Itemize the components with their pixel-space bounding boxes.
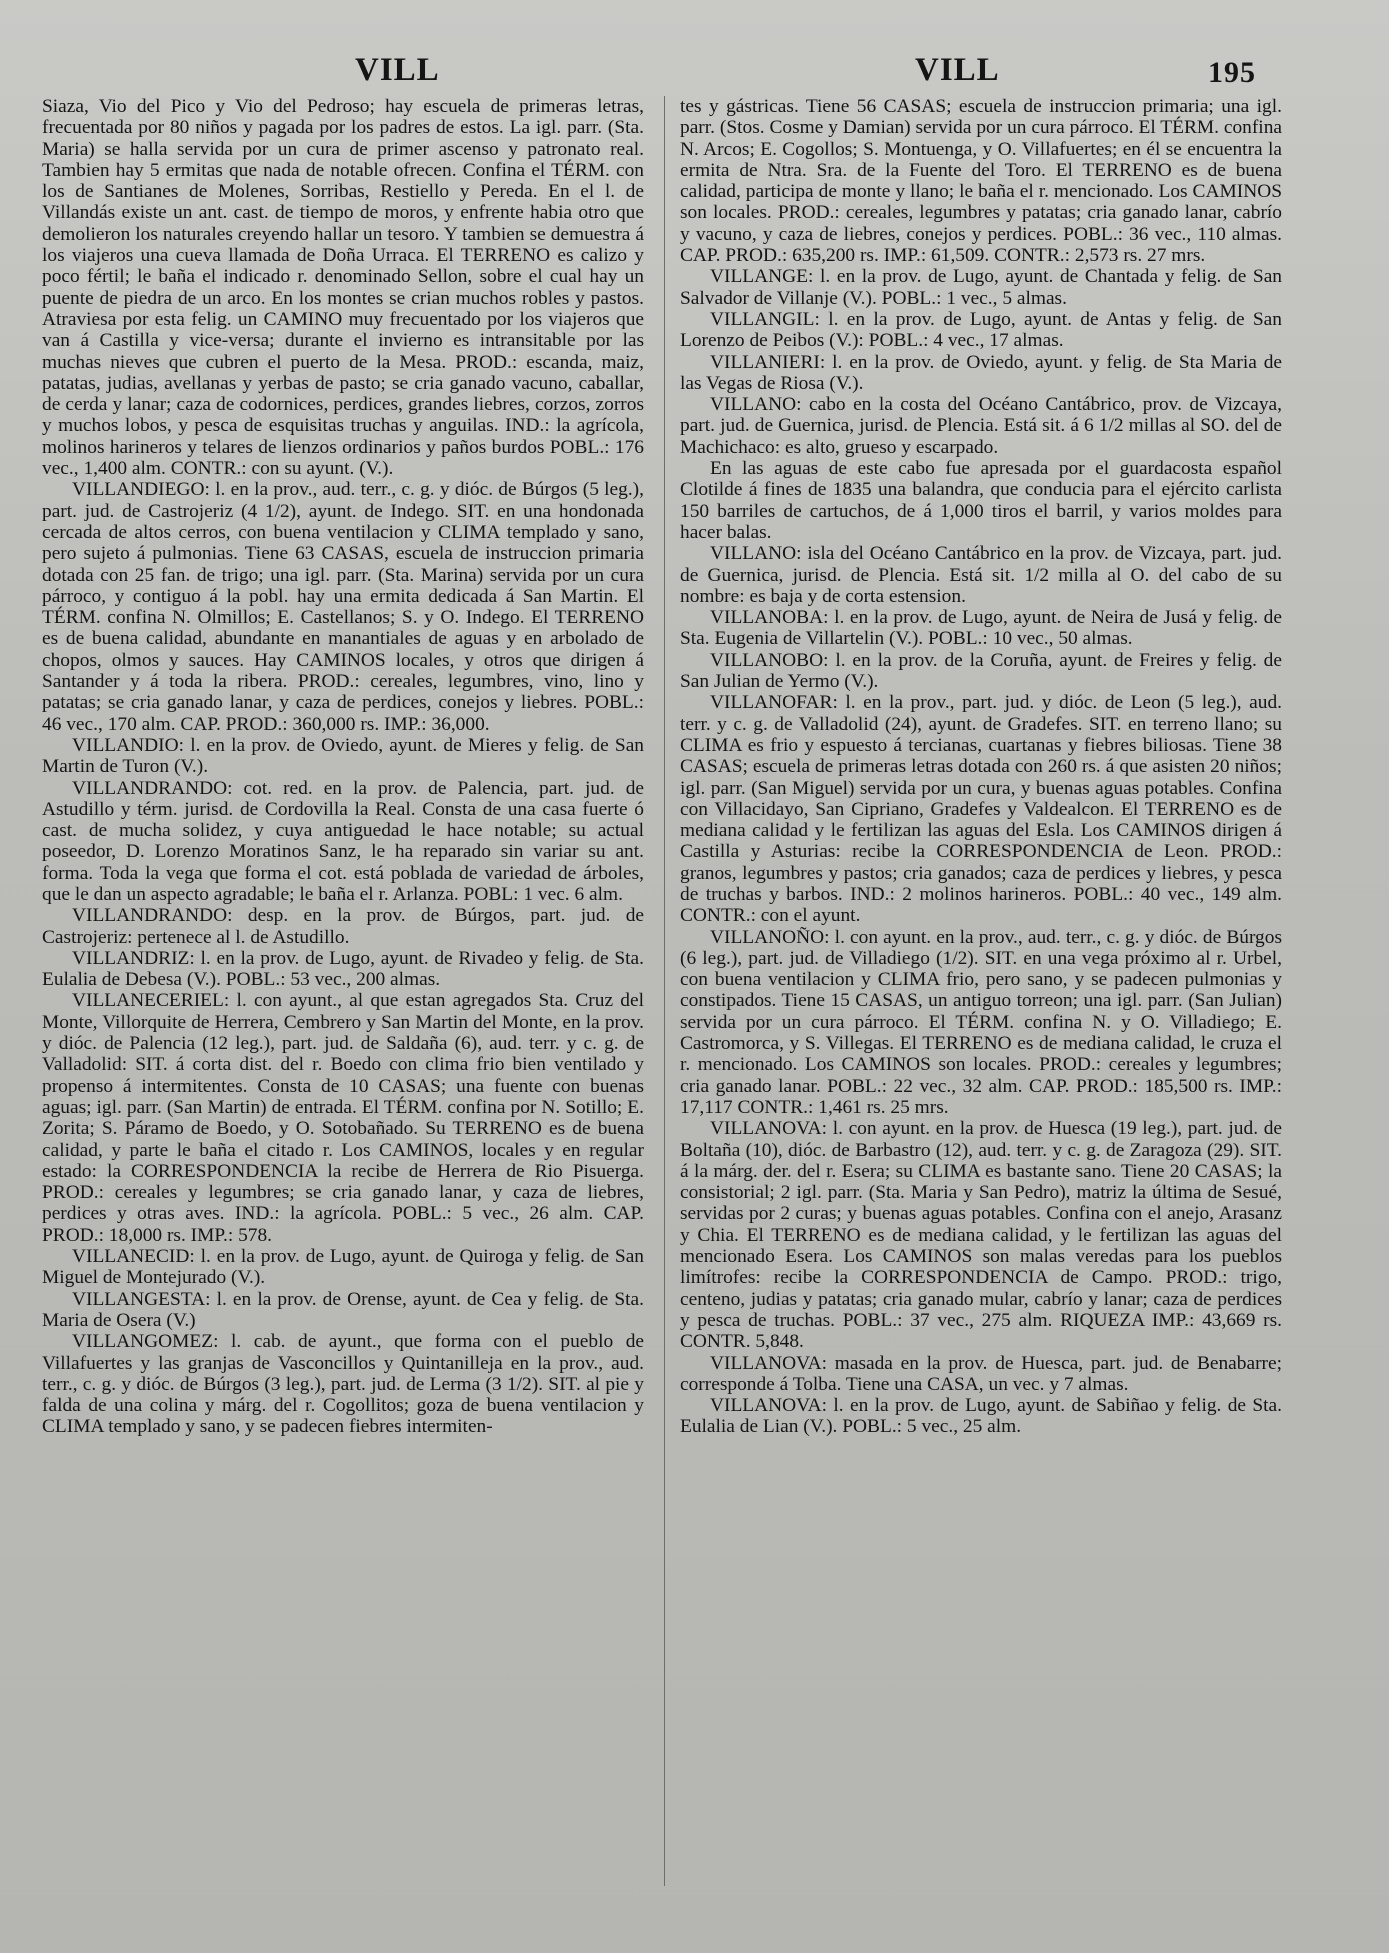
entry-villanono: VILLANOÑO: l. con ayunt. en la prov., aud. terr., c. g. y dióc. de Búrgos (6 leg.), part. jud. de Villadiego (1/2). SIT. en una vega próximo al r. Urbel, con buena ventilacion y CLIMA frio, pero sano, y se padecen pulmonias y constipados. Tiene 15 CASAS, un antiguo torreon; una igl. parr. (San Julian) servida por un cura párroco. El TÉRM. confina N. y O. Villadiego; E. Castromorca, y S. Villegas. El TERRENO es de mediana calidad, le cruza el r. mencionado. Los CAMINOS son locales. PROD.: cereales y legumbres; cria ganado lanar. POBL.: 22 vec., 32 alm. CAP. PROD.: 185,500 rs. IMP.: 17,117 CONTR.: 1,461 rs. 25 mrs. [680,926,1282,1118]
entry-villandio: VILLANDIO: l. en la prov. de Oviedo, ayunt. de Mieres y felig. de San Martin de Turon (V.). [42,734,644,778]
entry-villange: VILLANGE: l. en la prov. de Lugo, ayunt. de Chantada y felig. de San Salvador de Villanje (V.). POBL.: 1 vec., 5 almas. [680,266,1282,309]
entry-villandiego: VILLANDIEGO: l. en la prov., aud. terr., c. g. y dióc. de Búrgos (5 leg.), part. jud. de Castrojeriz (4 1/2), ayunt. de Indego. SIT. en una hondonada cercada de altos cerros, con buena ventilacion y CLIMA templado y sano, pero sujeto á pulmonias. Tiene 63 CASAS, escuela de instruccion primaria dotada con 25 fan. de trigo; una igl. parr. (Sta. Marina) servida por un cura párroco, y contiguo á la pobl. hay una ermita dedicada á San Martin. El TÉRM. confina N. Olmillos; E. Castellanos; S. y O. Indego. El TERRENO es de buena calidad, abundante en manantiales de aguas y en arbolado de chopos, olmos y sauces. Hay CAMINOS locales, y otros que dirigen á Santander y á toda la ribera. PROD.: cereales, legumbres, vino, lino y patatas; se cria ganado lanar, y caza de perdices, conejos y liebres. POBL.: 46 vec., 170 alm. CAP. PROD.: 360,000 rs. IMP.: 36,000. [42,479,644,735]
running-head-right: VILL [915,52,1000,88]
entry-villandriz: VILLANDRIZ: l. en la prov. de Lugo, ayunt. de Rivadeo y felig. de Sta. Eulalia de Debesa (V.). POBL.: 53 vec., 200 almas. [42,947,644,991]
page-number: 195 [1208,56,1256,89]
left-column [42,96,644,1916]
entry-villangomez: VILLANGOMEZ: l. cab. de ayunt., que forma con el pueblo de Villafuertes y las granjas de Vasconcillos y Quintanilleja en la prov., aud. terr., c. g. y dióc. de Búrgos (3 leg.), part. jud. de Lerma (3 1/2). SIT. al pie y falda de una colina y márg. del r. Cogollitos; goza de buena ventilacion y CLIMA templado y sano, y se padecen fiebres intermiten- [42,1331,644,1438]
entry-villangesta: VILLANGESTA: l. en la prov. de Orense, ayunt. de Cea y felig. de Sta. Maria de Osera (V.) [42,1288,644,1331]
entry-villanova-huesca: VILLANOVA: l. con ayunt. en la prov. de Huesca (19 leg.), part. jud. de Boltaña (10), dióc. de Barbastro (12), aud. terr. y c. g. de Zaragoza (29). SIT. á la márg. der. del r. Esera; su CLIMA es bastante sano. Tiene 20 CASAS; la consistorial; 2 igl. parr. (Sta. Maria y San Pedro), matriz la última de Sesué, servidas por 2 curas; y buenas aguas potables. Confina con el anejo, Arasanz y Chia. El TERRENO es de mediana calidad, y le fertilizan las aguas del mencionado Esera. Los CAMINOS son malas veredas para los pueblos limítrofes: recibe la CORRESPONDENCIA de Campo. PROD.: trigo, centeno, judias y patatas; cria ganado mular, cabrío y lanar; caza de perdices y pesca de truchas. POBL.: 37 vec., 275 alm. RIQUEZA IMP.: 43,669 rs. CONTR. 5,848. [680,1118,1282,1353]
entry-villanecid: VILLANECID: l. en la prov. de Lugo, ayunt. de Quiroga y felig. de San Miguel de Montejurado (V.). [42,1246,644,1289]
entry-villanofar: VILLANOFAR: l. en la prov., part. jud. y dióc. de Leon (5 leg.), aud. terr. y c. g. de Valladolid (24), ayunt. de Gradefes. SIT. en terreno llano; su CLIMA es frio y espuesto á tercianas, cuartanas y fiebres biliosas. Tiene 38 CASAS; escuela de primeras letras dotada con 260 rs. á que asisten 20 niños; igl. parr. (San Miguel) servida por un cura, y buenas aguas potables. Confina con Villacidayo, San Cipriano, Gradefes y Valdealcon. El TERRENO es de mediana calidad y le fertilizan las aguas del Esla. Los CAMINOS dirigen á Castilla y Asturias: recibe la CORRESPONDENCIA de Leon. PROD.: granos, legumbres y pastos; cria ganados; caza de perdices y liebres, y pesca de truchas y barbos. IND.: 2 molinos harineros. POBL.: 40 vec., 149 alm. CONTR.: con el ayunt. [680,692,1282,927]
entry-villandrando-cot: VILLANDRANDO: cot. red. en la prov. de Palencia, part. jud. de Astudillo y térm. jurisd. de Cordovilla la Real. Consta de una casa fuerte ó cast. de mucha solidez, y cuya antiguedad le hace notable; su actual poseedor, D. Lorenzo Moratinos Sanz, le ha reparado sin variar su ant. forma. Toda la vega que forma el cot. está poblada de variedad de árboles, que le dan un aspecto agradable; le baña el r. Arlanza. POBL: 1 vec. 6 alm. [42,777,644,905]
entry-villandrando-desp: VILLANDRANDO: desp. en la prov. de Búrgos, part. jud. de Castrojeriz: pertenece al l. de Astudillo. [42,905,644,948]
entry-villano-cabo: VILLANO: cabo en la costa del Océano Cantábrico, prov. de Vizcaya, part. jud. de Guernica, jurisd. de Plencia. Está sit. á 6 1/2 millas al SO. del de Machichaco: es alto, grueso y escarpado. [680,394,1282,458]
entry-villano-isla: VILLANO: isla del Océano Cantábrico en la prov. de Vizcaya, part. jud. de Guernica, jurisd. de Plencia. Está sit. 1/2 milla al O. del cabo de su nombre: es baja y de corta estension. [680,543,1282,607]
entry-villangil: VILLANGIL: l. en la prov. de Lugo, ayunt. de Antas y felig. de San Lorenzo de Peibos (V.): POBL.: 4 vec., 17 almas. [680,308,1282,352]
entry-villanoba: VILLANOBA: l. en la prov. de Lugo, ayunt. de Neira de Jusá y felig. de Sta. Eugenia de Villartelin (V.). POBL.: 10 vec., 50 almas. [680,607,1282,650]
entry-villanieri: VILLANIERI: l. en la prov. de Oviedo, ayunt. y felig. de Sta Maria de las Vegas de Riosa (V.). [680,351,1282,394]
column-divider [664,96,665,1886]
entry-villanobo: VILLANOBO: l. en la prov. de la Coruña, ayunt. de Freires y felig. de San Julian de Yermo (V.). [680,649,1282,693]
page-header [0,52,1389,92]
entry-villanova-lugo: VILLANOVA: l. en la prov. de Lugo, ayunt. de Sabiñao y felig. de Sta. Eulalia de Lian (V.). POBL.: 5 vec., 25 alm. [680,1395,1282,1438]
running-head-left: VILL [355,52,440,88]
entry-continuation: Siaza, Vio del Pico y Vio del Pedroso; hay escuela de primeras letras, frecuentada por 80 niños y pagada por los padres de estos. La igl. parr. (Sta. Maria) se halla servida por un cura de primer ascenso y patronato real. Tambien hay 5 ermitas que nada de notable ofrecen. Confina el TÉRM. con los de Santianes de Molenes, Sorribas, Restiello y Pereda. En el l. de Villandás existe un ant. cast. de tiempo de moros, y enfrente habia otro que demolieron los naturales creyendo hallar un tesoro. Y tambien se demuestra á los viajeros una cueva llamada de Doña Urraca. El TERRENO es calizo y poco fértil; le baña el indicado r. denominado Sellon, sobre el cual hay un puente de piedra de un arco. En los montes se crian muchos robles y pastos. Atraviesa por esta felig. un CAMINO muy frecuentado por los viajeros que van á Castilla y vice-versa; durante el invierno es intransitable por las muchas nieves que cubren el puerto de la Mesa. PROD.: escanda, maiz, patatas, judias, avellanas y yerbas de pasto; se cria ganado vacuno, caballar, de cerda y lanar; caza de codornices, perdices, grandes liebres, corzos, zorros y muchos lobos, y pesca de esquisitas truchas y anguilas. IND.: la agrícola, molinos harineros y telares de lienzos ordinarios y paños burdos POBL.: 176 vec., 1,400 alm. CONTR.: con su ayunt. (V.). [42,96,644,480]
right-column [680,96,1282,1916]
entry-villano-note: En las aguas de este cabo fue apresada por el guardacosta español Clotilde á fines de 1835 una balandra, que conducia para el ejército carlista 150 barriles de cartuchos, de á 1,000 tiros el barril, y varios moldes para hacer balas. [680,458,1282,543]
entry-villaneceriel: VILLANECERIEL: l. con ayunt., al que estan agregados Sta. Cruz del Monte, Villorquite de Herrera, Cembrero y San Martin del Monte, en la prov. y dióc. de Palencia (12 leg.), part. jud. de Saldaña (6), aud. terr. y c. g. de Valladolid: SIT. á corta dist. del r. Boedo con clima frio bien ventilado y propenso á intermitentes. Consta de 10 CASAS; una fuente con buenas aguas; igl. parr. (San Martin) de entrada. El TÉRM. confina por N. Sotillo; E. Zorita; S. Páramo de Boedo, y O. Sotobañado. Su TERRENO es de buena calidad, y parte le baña el citado r. Los CAMINOS, locales y en regular estado: la CORRESPONDENCIA la recibe de Herrera de Rio Pisuerga. PROD.: cereales y legumbres; se cria ganado lanar, y caza de liebres, perdices y otras aves. IND.: la agrícola. POBL.: 5 vec., 26 alm. CAP. PROD.: 18,000 rs. IMP.: 578. [42,990,644,1246]
entry-villangomez-cont: tes y gástricas. Tiene 56 CASAS; escuela de instruccion primaria; una igl. parr. (Stos. Cosme y Damian) servida por un cura párroco. El TÉRM. confina N. Arcos; E. Cogollos; S. Montuenga, y O. Villafuertes; en él se encuentra la ermita de Ntra. Sra. de la Fuente del Toro. El TERRENO es de buena calidad, participa de monte y llano; le baña el r. mencionado. Los CAMINOS son locales. PROD.: cereales, legumbres y patatas; cria ganado lanar, cabrío y vacuno, y caza de liebres, conejos y perdices. POBL.: 36 vec., 110 almas. CAP. PROD.: 635,200 rs. IMP.: 61,509. CONTR.: 2,573 rs. 27 mrs. [680,96,1282,267]
entry-villanova-masada: VILLANOVA: masada en la prov. de Huesca, part. jud. de Benabarre; corresponde á Tolba. Tiene una CASA, un vec. y 7 almas. [680,1352,1282,1395]
